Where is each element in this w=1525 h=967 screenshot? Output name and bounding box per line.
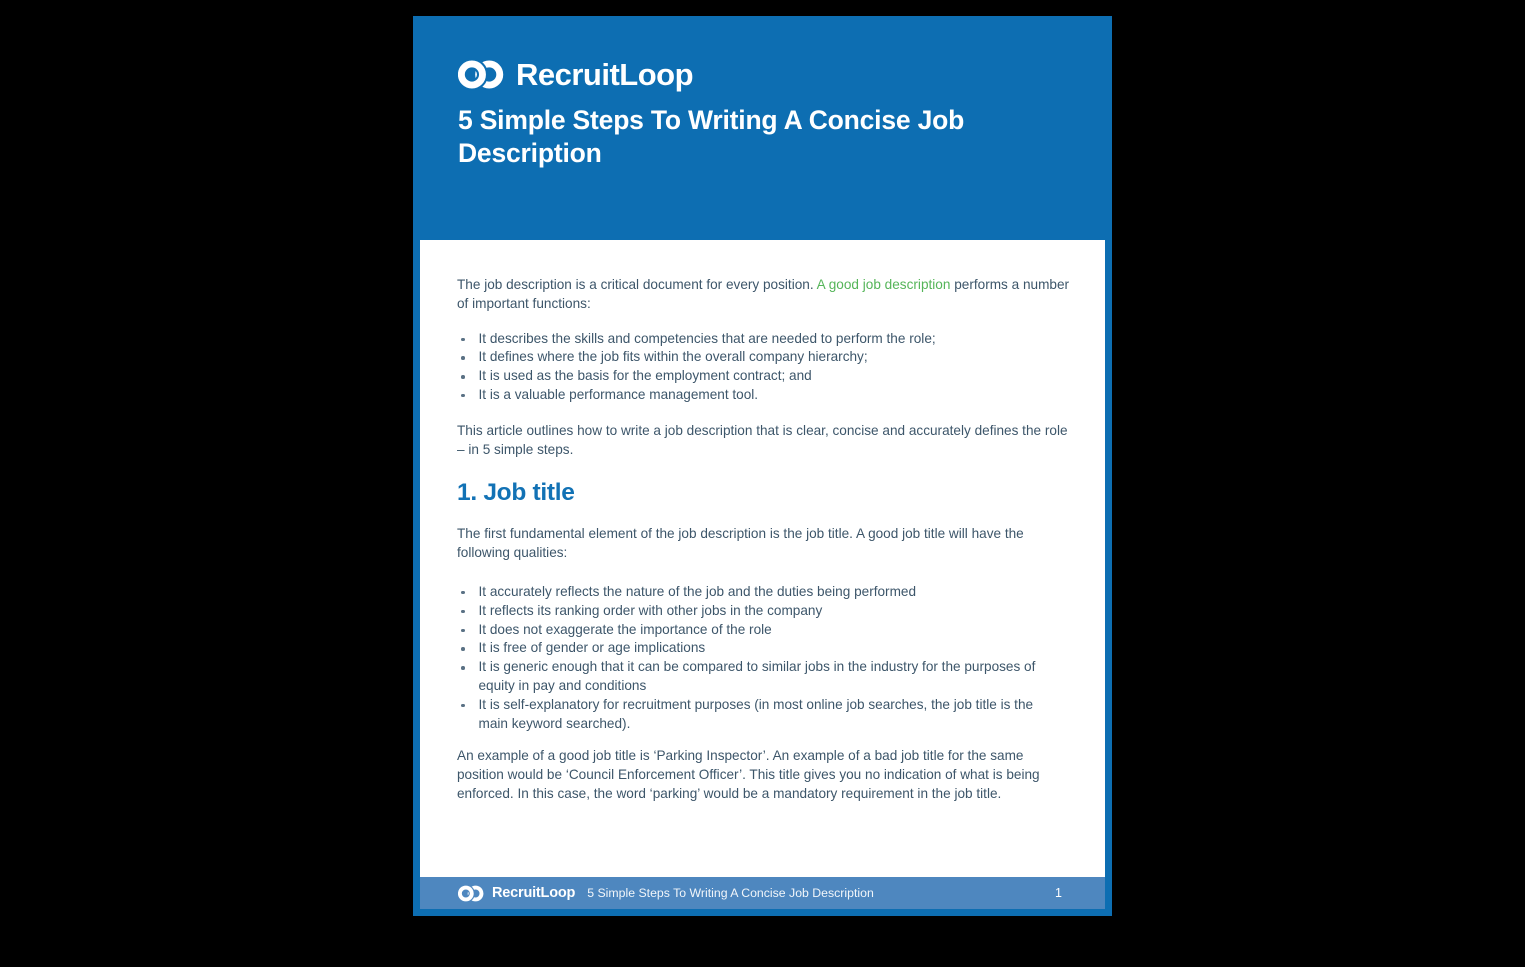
list-item: It accurately reflects the nature of the job and the duties being performed <box>457 583 1071 602</box>
bullet-dot-icon <box>461 647 465 651</box>
bullet-dot-icon <box>461 394 465 398</box>
recruitloop-rings-icon <box>458 54 506 95</box>
list-item: It does not exaggerate the importance of the role <box>457 621 1071 640</box>
bullet-dot-icon <box>461 356 465 360</box>
article-outline-paragraph: This article outlines how to write a job description that is clear, concise and accurately defines the role – in 5 simple steps. <box>457 422 1068 457</box>
list-item: It describes the skills and competencies that are needed to perform the role; <box>457 330 1071 349</box>
recruitloop-rings-icon <box>458 882 485 905</box>
bullet-dot-icon <box>461 591 465 595</box>
brand-name: RecruitLoop <box>516 56 694 92</box>
content-panel <box>420 240 1105 877</box>
example-paragraph: An example of a good job title is ‘Parking Inspector’. An example of a bad job title for the same position would be ‘Council Enforcement Officer’. This title gives you no indication of what is being enforced. In this case, the word ‘parking’ would be a mandatory requirement in the job title. <box>457 748 1040 801</box>
document-title: 5 Simple Steps To Writing A Concise Job Description <box>458 105 965 168</box>
intro-paragraph <box>457 276 1071 314</box>
bullet-dot-icon <box>461 629 465 633</box>
list-item: It is used as the basis for the employment contract; and <box>457 367 1071 386</box>
bullet-dot-icon <box>461 704 465 708</box>
bullet-dot-icon <box>461 610 465 614</box>
document-header <box>458 54 1068 170</box>
footer-bar <box>420 877 1105 909</box>
footer-brand-name: RecruitLoop <box>492 885 576 901</box>
list-item: It is generic enough that it can be compared to similar jobs in the industry for the purposes of equity in pay and conditions <box>457 658 1071 696</box>
footer-document-title: 5 Simple Steps To Writing A Concise Job Description <box>587 886 874 900</box>
section-heading-job-title: 1. Job title <box>457 479 575 507</box>
intro-text-after-link: performs a number of important functions: <box>457 277 1070 311</box>
page-number: 1 <box>1055 886 1062 900</box>
first-element-paragraph: The first fundamental element of the job description is the job title. A good job title will have the following qualities: <box>457 526 1024 561</box>
bullet-dot-icon <box>461 666 465 670</box>
list-item: It is a valuable performance management tool. <box>457 386 1071 405</box>
good-job-description-link[interactable]: A good job description <box>816 277 951 292</box>
list-item: It is free of gender or age implications <box>457 639 1071 658</box>
list-item: It is self-explanatory for recruitment purposes (in most online job searches, the job title is the main keyword searched). <box>457 696 1071 734</box>
bullet-dot-icon <box>461 338 465 342</box>
document-page <box>413 16 1112 916</box>
qualities-bullet-list <box>457 583 1071 733</box>
bullet-dot-icon <box>461 375 465 379</box>
list-item: It reflects its ranking order with other jobs in the company <box>457 602 1071 621</box>
functions-bullet-list <box>457 330 1071 405</box>
intro-text-before-link: The job description is a critical document for every position. <box>457 277 817 292</box>
list-item: It defines where the job fits within the overall company hierarchy; <box>457 348 1071 367</box>
brand-logo <box>458 54 1068 95</box>
